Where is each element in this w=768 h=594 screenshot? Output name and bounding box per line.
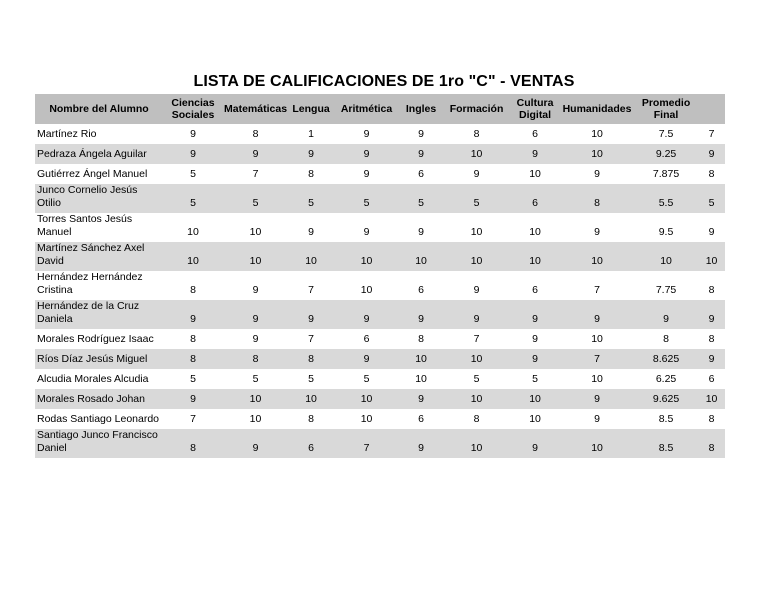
student-name-cell: Hernández de la Cruz Daniela bbox=[37, 300, 140, 325]
grade-cell: 6 bbox=[308, 442, 314, 454]
grade-cell: 10 bbox=[529, 413, 541, 425]
grade-cell: 9 bbox=[252, 148, 259, 160]
student-name-cell: Rodas Santiago Leonardo bbox=[37, 413, 160, 425]
grade-cell: 5 bbox=[363, 197, 370, 209]
grade-cell: 8 bbox=[190, 353, 196, 365]
average-cell: 5.5 bbox=[658, 197, 674, 209]
table-row bbox=[35, 349, 725, 369]
grade-cell: 5 bbox=[190, 168, 196, 180]
grade-cell: 6 bbox=[532, 197, 538, 209]
average-cell: 9 bbox=[663, 313, 669, 325]
grade-cell: 5 bbox=[308, 373, 314, 385]
grade-cell: 9 bbox=[532, 333, 538, 345]
rounded-grade-cell: 7 bbox=[708, 128, 715, 140]
grade-cell: 7 bbox=[308, 284, 314, 296]
rounded-grade-cell: 9 bbox=[708, 148, 715, 160]
grade-cell: 8 bbox=[308, 353, 314, 365]
grade-cell: 9 bbox=[190, 128, 196, 140]
grade-cell: 5 bbox=[363, 373, 370, 385]
grade-cell: 10 bbox=[591, 128, 603, 140]
grade-cell: 6 bbox=[532, 284, 538, 296]
grade-cell: 9 bbox=[532, 313, 538, 325]
table-row bbox=[35, 389, 725, 409]
grade-cell: 6 bbox=[363, 333, 370, 345]
grade-cell: 8 bbox=[473, 128, 480, 140]
grade-cell: 9 bbox=[418, 393, 424, 405]
grade-cell: 10 bbox=[305, 255, 317, 267]
grade-cell: 7 bbox=[473, 333, 480, 345]
grade-cell: 10 bbox=[470, 393, 483, 405]
header-ingles: Ingles bbox=[399, 94, 443, 124]
grade-cell: 8 bbox=[473, 413, 480, 425]
grade-cell: 9 bbox=[473, 313, 480, 325]
header-ciencias-sociales: Ciencias Sociales bbox=[163, 94, 223, 124]
grade-cell: 9 bbox=[418, 128, 424, 140]
grade-cell: 10 bbox=[591, 442, 603, 454]
student-name-cell: Martínez Rio bbox=[37, 128, 97, 140]
table-row bbox=[35, 369, 725, 389]
rounded-grade-cell: 9 bbox=[708, 313, 715, 325]
grade-cell: 8 bbox=[190, 442, 196, 454]
grade-cell: 10 bbox=[470, 148, 483, 160]
table-row bbox=[35, 300, 725, 329]
grade-cell: 5 bbox=[418, 197, 424, 209]
student-name-cell: Hernández Hernández Cristina bbox=[37, 271, 143, 296]
grade-cell: 9 bbox=[594, 313, 600, 325]
grade-cell: 10 bbox=[591, 373, 603, 385]
grade-cell: 10 bbox=[305, 393, 317, 405]
header-row bbox=[35, 94, 725, 124]
grades-body bbox=[35, 124, 725, 458]
grade-cell: 6 bbox=[418, 168, 424, 180]
grade-cell: 10 bbox=[360, 393, 373, 405]
header-redondeo bbox=[698, 94, 725, 124]
rounded-grade-cell: 10 bbox=[705, 393, 718, 405]
grade-cell: 8 bbox=[418, 333, 424, 345]
grade-cell: 9 bbox=[473, 168, 480, 180]
rounded-grade-cell: 8 bbox=[708, 284, 715, 296]
grade-cell: 6 bbox=[418, 413, 424, 425]
grade-cell: 9 bbox=[308, 148, 314, 160]
grades-table bbox=[35, 94, 725, 458]
student-name-cell: Morales Rosado Johan bbox=[37, 393, 145, 405]
grade-cell: 9 bbox=[363, 226, 370, 238]
grade-cell: 9 bbox=[363, 353, 370, 365]
grade-cell: 9 bbox=[418, 148, 424, 160]
student-name-cell: Santiago Junco Francisco Daniel bbox=[37, 429, 158, 454]
header-humanidades: Humanidades bbox=[560, 94, 634, 124]
average-cell: 8.5 bbox=[658, 413, 674, 425]
grade-cell: 9 bbox=[363, 313, 370, 325]
grade-cell: 5 bbox=[473, 197, 480, 209]
student-name-cell: Morales Rodríguez Isaac bbox=[37, 333, 154, 345]
grade-cell: 5 bbox=[252, 373, 259, 385]
student-name-cell: Martínez Sánchez Axel David bbox=[37, 242, 145, 267]
average-cell: 7.875 bbox=[652, 168, 680, 180]
header-lengua: Lengua bbox=[288, 94, 334, 124]
grade-cell: 10 bbox=[470, 255, 483, 267]
average-cell: 8 bbox=[663, 333, 669, 345]
rounded-grade-cell: 9 bbox=[708, 226, 715, 238]
average-cell: 9.5 bbox=[658, 226, 674, 238]
grade-cell: 1 bbox=[308, 128, 314, 140]
grade-cell: 7 bbox=[252, 168, 259, 180]
grade-cell: 10 bbox=[415, 255, 427, 267]
student-name-cell: Ríos Díaz Jesús Miguel bbox=[37, 353, 148, 365]
grade-cell: 9 bbox=[532, 442, 538, 454]
student-name-cell: Gutiérrez Ángel Manuel bbox=[37, 168, 148, 180]
grade-cell: 10 bbox=[415, 353, 427, 365]
grade-cell: 9 bbox=[190, 148, 196, 160]
header-formacion: Formación bbox=[443, 94, 510, 124]
grade-cell: 9 bbox=[363, 148, 370, 160]
header-nombre: Nombre del Alumno bbox=[35, 94, 163, 124]
table-row bbox=[35, 271, 725, 300]
grade-cell: 10 bbox=[360, 413, 373, 425]
grade-cell: 9 bbox=[308, 226, 314, 238]
grade-cell: 8 bbox=[190, 333, 196, 345]
grade-cell: 8 bbox=[252, 353, 259, 365]
grade-cell: 9 bbox=[190, 313, 196, 325]
grade-cell: 10 bbox=[470, 442, 483, 454]
table-row bbox=[35, 429, 725, 458]
grade-cell: 7 bbox=[190, 413, 196, 425]
grade-cell: 9 bbox=[252, 442, 259, 454]
grade-cell: 9 bbox=[594, 226, 600, 238]
grade-cell: 5 bbox=[190, 197, 196, 209]
rounded-grade-cell: 6 bbox=[708, 373, 715, 385]
grade-cell: 9 bbox=[252, 313, 259, 325]
grade-cell: 10 bbox=[529, 226, 541, 238]
grade-cell: 10 bbox=[470, 226, 483, 238]
grade-cell: 7 bbox=[308, 333, 314, 345]
average-cell: 8.5 bbox=[658, 442, 674, 454]
grade-cell: 7 bbox=[363, 442, 370, 454]
grade-cell: 10 bbox=[591, 148, 603, 160]
average-cell: 6.25 bbox=[655, 373, 677, 385]
grade-cell: 9 bbox=[594, 413, 600, 425]
grade-cell: 10 bbox=[187, 255, 199, 267]
rounded-grade-cell: 8 bbox=[708, 413, 715, 425]
grade-cell: 9 bbox=[532, 148, 538, 160]
grade-cell: 8 bbox=[594, 197, 600, 209]
header-matematicas: Matemáticas bbox=[223, 94, 288, 124]
table-row bbox=[35, 242, 725, 271]
grade-cell: 9 bbox=[418, 313, 424, 325]
rounded-grade-cell: 8 bbox=[708, 333, 715, 345]
student-name-cell: Pedraza Ángela Aguilar bbox=[37, 148, 147, 160]
rounded-grade-cell: 9 bbox=[708, 353, 715, 365]
grade-cell: 10 bbox=[470, 353, 483, 365]
grade-cell: 10 bbox=[360, 284, 373, 296]
grade-cell: 10 bbox=[591, 333, 603, 345]
grade-cell: 9 bbox=[308, 313, 314, 325]
grade-cell: 9 bbox=[532, 353, 538, 365]
grade-cell: 7 bbox=[594, 353, 600, 365]
rounded-grade-cell: 8 bbox=[708, 168, 715, 180]
grade-cell: 10 bbox=[529, 255, 541, 267]
student-name-cell: Junco Cornelio Jesús Otilio bbox=[37, 184, 138, 209]
rounded-grade-cell: 10 bbox=[705, 255, 718, 267]
grade-cell: 10 bbox=[249, 413, 262, 425]
average-cell: 8.625 bbox=[652, 353, 680, 365]
grade-cell: 5 bbox=[252, 197, 259, 209]
grade-cell: 8 bbox=[308, 413, 314, 425]
average-cell: 9.25 bbox=[655, 148, 677, 160]
grade-cell: 6 bbox=[418, 284, 424, 296]
grade-cell: 10 bbox=[249, 393, 262, 405]
header-aritmetica: Aritmética bbox=[334, 94, 399, 124]
grade-cell: 10 bbox=[249, 255, 262, 267]
average-cell: 7.75 bbox=[655, 284, 677, 296]
grade-cell: 5 bbox=[308, 197, 314, 209]
grade-cell: 9 bbox=[418, 442, 424, 454]
grade-cell: 6 bbox=[532, 128, 538, 140]
grade-cell: 10 bbox=[249, 226, 262, 238]
table-row bbox=[35, 184, 725, 213]
grade-cell: 9 bbox=[418, 226, 424, 238]
table-row bbox=[35, 164, 725, 184]
grade-cell: 8 bbox=[308, 168, 314, 180]
grade-cell: 8 bbox=[190, 284, 196, 296]
grade-cell: 9 bbox=[594, 393, 600, 405]
grade-cell: 8 bbox=[252, 128, 259, 140]
grade-cell: 10 bbox=[415, 373, 427, 385]
student-name-cell: Alcudia Morales Alcudia bbox=[37, 373, 149, 385]
grade-cell: 10 bbox=[529, 393, 541, 405]
table-row bbox=[35, 124, 725, 144]
rounded-grade-cell: 8 bbox=[708, 442, 715, 454]
header-cultura-digital: Cultura Digital bbox=[510, 94, 560, 124]
grade-cell: 9 bbox=[363, 128, 370, 140]
grade-cell: 9 bbox=[594, 168, 600, 180]
grade-cell: 5 bbox=[532, 373, 538, 385]
grade-cell: 9 bbox=[190, 393, 196, 405]
grade-cell: 9 bbox=[252, 284, 259, 296]
table-row bbox=[35, 144, 725, 164]
grade-cell: 9 bbox=[473, 284, 480, 296]
grade-cell: 10 bbox=[360, 255, 373, 267]
grade-cell: 7 bbox=[594, 284, 600, 296]
grade-cell: 5 bbox=[190, 373, 196, 385]
average-cell: 9.625 bbox=[652, 393, 680, 405]
header-promedio-final: Promedio Final bbox=[634, 94, 698, 124]
grade-cell: 10 bbox=[529, 168, 541, 180]
grade-cell: 5 bbox=[473, 373, 480, 385]
rounded-grade-cell: 5 bbox=[708, 197, 715, 209]
grade-cell: 9 bbox=[363, 168, 370, 180]
table-row bbox=[35, 329, 725, 349]
average-cell: 10 bbox=[660, 255, 672, 267]
table-row bbox=[35, 213, 725, 242]
grade-cell: 10 bbox=[187, 226, 199, 238]
average-cell: 7.5 bbox=[658, 128, 674, 140]
page-title: LISTA DE CALIFICACIONES DE 1ro "C" - VENTAS bbox=[193, 73, 575, 90]
table-row bbox=[35, 409, 725, 429]
student-name-cell: Torres Santos Jesús Manuel bbox=[37, 213, 133, 238]
grade-cell: 9 bbox=[252, 333, 259, 345]
grade-cell: 10 bbox=[591, 255, 603, 267]
